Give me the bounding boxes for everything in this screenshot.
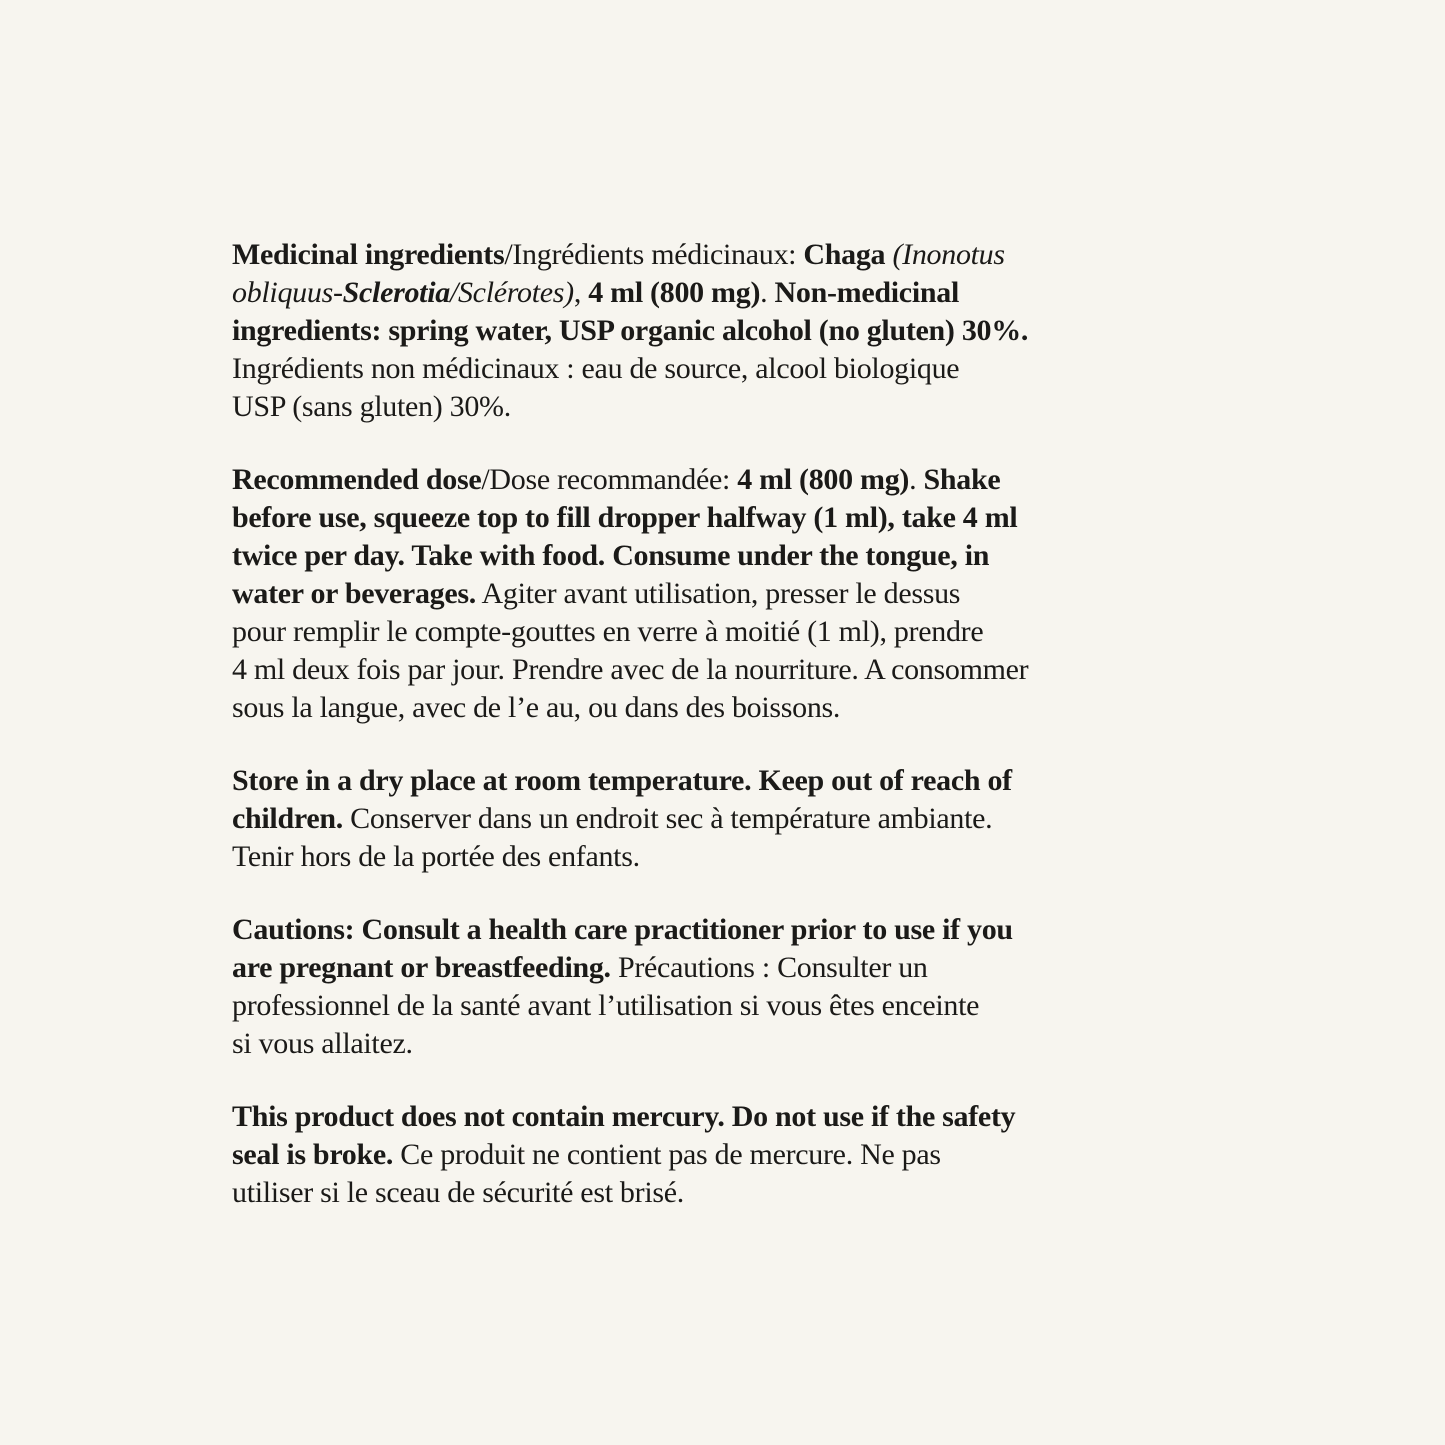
text-segment: Medicinal ingredients [232,238,505,271]
text-segment: professionnel de la santé avant l’utilisation si vous êtes enceinte [232,989,980,1022]
text-segment: Recommended dose [232,463,482,496]
product-label-text [232,236,1028,1212]
text-segment: ingredients: spring water, USP organic alcohol (no gluten) 30%. [232,314,1029,347]
text-segment: seal is broke. [232,1138,394,1171]
text-segment: /Ingrédients médicinaux: [504,238,804,271]
text-segment: /Dose recommandée: [481,463,738,496]
text-segment: Store in a dry place at room temperature. Keep out of reach of [232,764,1012,797]
text-segment: Agiter avant utilisation, presser le dessus [475,577,961,610]
text-segment: are pregnant or breastfeeding. [232,951,611,984]
text-segment: Sclerotia [342,276,450,309]
text-segment: obliquus- [232,276,343,309]
text-segment: 4 ml (800 mg) [737,463,910,496]
text-segment: Ingrédients non médicinaux : eau de source, alcool biologique [232,352,960,385]
text-segment: Précautions : Consulter un [610,951,928,984]
label-paragraph-cautions [232,911,1028,1063]
text-segment: 4 ml (800 mg) [588,276,761,309]
text-segment: , [573,276,589,309]
text-segment: . [760,276,775,309]
text-segment: before use, squeeze top to fill dropper halfway (1 ml), take 4 ml [232,501,1018,534]
text-segment: Shake [923,463,1001,496]
text-segment: sous la langue, avec de l’e au, ou dans des boissons. [232,691,841,724]
text-segment: /Sclérotes) [449,276,574,309]
text-segment: Non-medicinal [774,276,959,309]
label-paragraph-medicinal-ingredients [232,236,1028,426]
text-segment: utiliser si le sceau de sécurité est brisé. [232,1176,684,1209]
label-paragraph-recommended-dose [232,461,1028,727]
text-segment: water or beverages. [232,577,476,610]
text-segment: children. [232,802,343,835]
text-segment: si vous allaitez. [232,1027,413,1060]
text-segment: Cautions: Consult a health care practitioner prior to use if you [232,913,1013,946]
text-segment: USP (sans gluten) 30%. [232,390,511,423]
label-paragraph-storage [232,762,1028,876]
text-segment: Chaga [803,238,893,271]
text-segment: pour remplir le compte-gouttes en verre à moitié (1 ml), prendre [232,615,984,648]
text-segment: Tenir hors de la portée des enfants. [232,840,640,873]
label-paragraph-mercury-safety-seal [232,1098,1028,1212]
text-segment: 4 ml deux fois par jour. Prendre avec de la nourriture. A consommer [232,653,1029,686]
text-segment: twice per day. Take with food. Consume under the tongue, in [232,539,990,572]
text-segment: Conserver dans un endroit sec à température ambiante. [342,802,993,835]
text-segment: This product does not contain mercury. Do not use if the safety [232,1100,1016,1133]
text-segment: . [909,463,924,496]
text-segment: Ce produit ne contient pas de mercure. Ne pas [393,1138,941,1171]
text-segment: (Inonotus [892,238,1005,271]
